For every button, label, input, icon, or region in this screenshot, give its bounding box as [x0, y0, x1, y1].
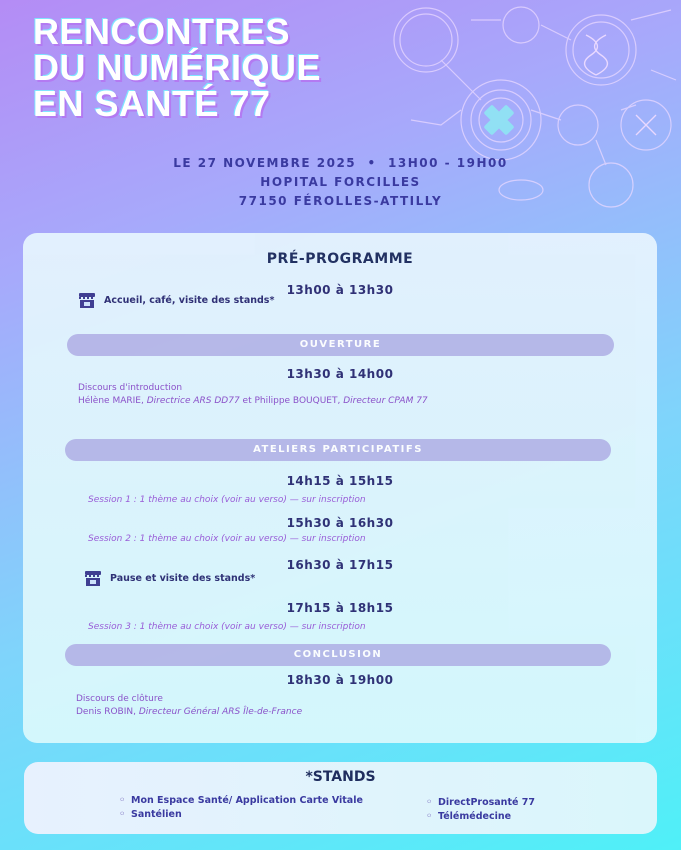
title-line-3: EN SANTÉ 77 — [33, 83, 271, 124]
program-card — [23, 233, 657, 743]
opening-desc-title: Discours d'introduction — [78, 383, 183, 393]
closing-speaker — [76, 706, 302, 719]
workshop-slot-2-time: 15h30 à 16h30 — [286, 516, 394, 530]
closing-speaker-role: Directeur Général ARS Île-de-France — [138, 707, 303, 717]
stand-icon — [78, 291, 96, 309]
speaker-2-role: Directeur CPAM 77 — [343, 396, 428, 406]
welcome-time: 13h00 à 13h30 — [286, 283, 394, 297]
closing-banner: CONCLUSION — [65, 644, 611, 666]
closing-time: 18h30 à 19h00 — [286, 673, 394, 687]
workshop-slot-1-text: Session 1 : 1 thème au choix (voir au verso) — sur inscription — [88, 495, 366, 505]
welcome-text: Accueil, café, visite des stands* — [104, 294, 275, 306]
closing-description — [76, 693, 302, 719]
opening-description — [78, 382, 428, 408]
stand-item: ◦ Mon Espace Santé/ Application Carte Vitale — [119, 794, 363, 808]
stand-icon — [84, 569, 102, 587]
stands-list-left — [119, 794, 363, 822]
title-line-1: RENCONTRES — [33, 11, 291, 52]
event-date-time: LE 27 NOVEMBRE 2025 • 13H00 - 19H00 — [173, 156, 508, 170]
workshops-banner: ATELIERS PARTICIPATIFS — [65, 439, 611, 461]
title-line-2: DU NUMÉRIQUE — [33, 47, 322, 88]
opening-banner: OUVERTURE — [67, 334, 614, 356]
stands-title: *STANDS — [305, 769, 376, 785]
workshop-slot-4-time: 17h15 à 18h15 — [286, 601, 394, 615]
stands-list-right — [426, 796, 535, 824]
stand-item: ◦ DirectProsanté 77 — [426, 796, 535, 810]
speaker-1-name: Hélène MARIE, — [78, 396, 147, 406]
break-item — [84, 569, 255, 587]
welcome-item — [78, 291, 274, 309]
workshop-slot-4-text: Session 3 : 1 thème au choix (voir au verso) — sur inscription — [88, 622, 366, 632]
event-venue: HOPITAL FORCILLES — [260, 175, 421, 189]
stand-item: ◦ Télémédecine — [426, 810, 535, 824]
speaker-1-role: Directrice ARS DD77 — [146, 396, 240, 406]
workshop-slot-3-time: 16h30 à 17h15 — [286, 558, 394, 572]
page-title — [33, 11, 322, 124]
stand-item: ◦ Santélien — [119, 808, 363, 822]
workshop-slot-2-text: Session 2 : 1 thème au choix (voir au verso) — sur inscription — [88, 534, 366, 544]
opening-time: 13h30 à 14h00 — [286, 367, 394, 381]
program-title: PRÉ-PROGRAMME — [266, 251, 414, 267]
event-info — [0, 154, 681, 211]
workshop-slot-1-time: 14h15 à 15h15 — [286, 474, 394, 488]
opening-speakers — [78, 395, 428, 408]
speaker-connector: et Philippe BOUQUET, — [239, 396, 344, 406]
break-text: Pause et visite des stands* — [110, 572, 256, 584]
stands-card — [24, 762, 657, 834]
event-city: 77150 FÉROLLES-ATTILLY — [238, 194, 443, 208]
closing-desc-title: Discours de clôture — [76, 694, 163, 704]
closing-speaker-name: Denis ROBIN, — [76, 707, 139, 717]
